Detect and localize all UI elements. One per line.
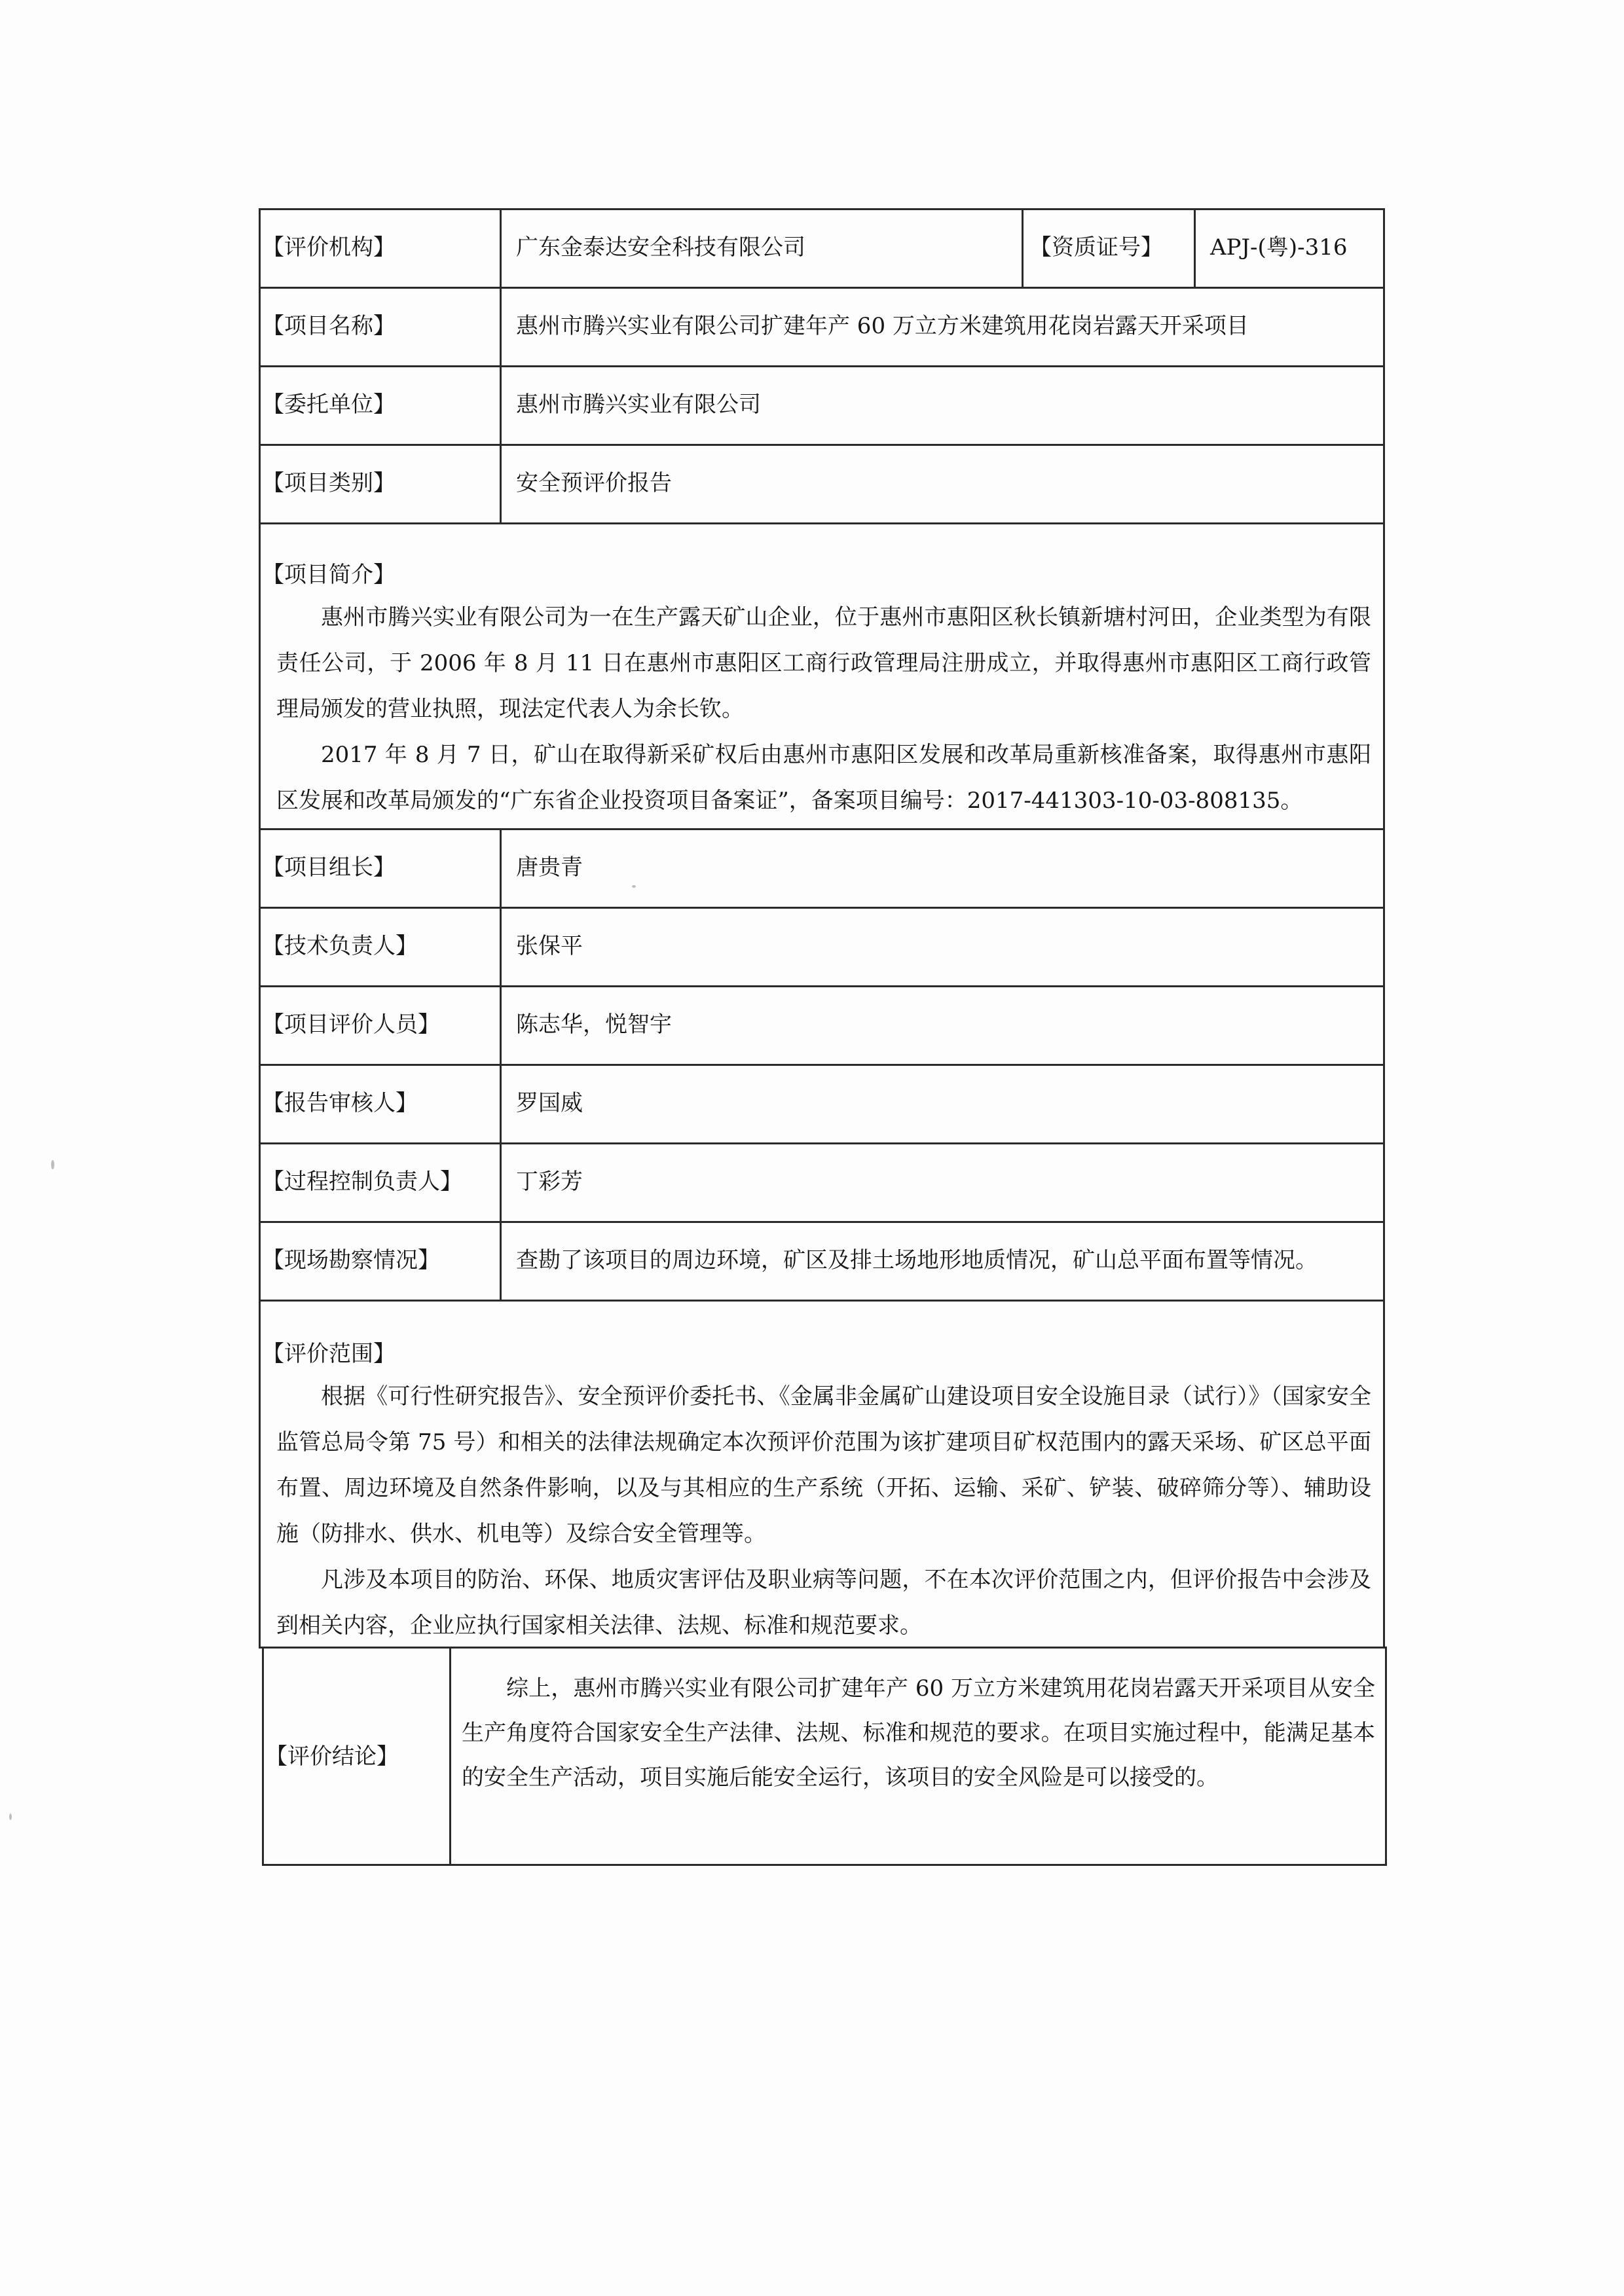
reviewer-label: 【报告审核人】 xyxy=(262,1090,418,1116)
conclusion-label: 【评价结论】 xyxy=(265,1743,399,1770)
tech-lead-value: 张保平 xyxy=(516,933,583,959)
column-divider xyxy=(500,828,502,1302)
project-name-label: 【项目名称】 xyxy=(262,313,396,339)
project-type-label: 【项目类别】 xyxy=(262,470,396,496)
reviewer-value: 罗国威 xyxy=(516,1090,583,1116)
scan-speck xyxy=(632,885,636,888)
cert-label: 【资质证号】 xyxy=(1029,234,1163,261)
team-leader-label: 【项目组长】 xyxy=(262,854,396,881)
column-divider xyxy=(449,1647,451,1866)
scope-paragraph: 凡涉及本项目的防治、环保、地质灾害评估及职业病等问题，不在本次评价范围之内，但评价报告中会涉及到相关内容，企业应执行国家相关法律、法规、标准和规范要求。 xyxy=(276,1567,1371,1639)
scan-speck xyxy=(9,1813,12,1820)
evaluators-label: 【项目评价人员】 xyxy=(262,1011,440,1038)
conclusion-text: 综上，惠州市腾兴实业有限公司扩建年产 60 万立方米建筑用花岗岩露天开采项目从安全生产角度符合国家安全生产法律、法规、标准和规范的要求。在项目实施过程中，能满足基本的安全生产活动，项目实施后能安全运行，该项目的安全风险是可以接受的。 xyxy=(462,1675,1375,1791)
scope-title: 【评价范围】 xyxy=(262,1341,396,1367)
row-divider xyxy=(259,522,1385,524)
cert-value: APJ-(粤)-316 xyxy=(1210,234,1348,261)
row-divider xyxy=(259,365,1385,367)
project-name-value: 惠州市腾兴实业有限公司扩建年产 60 万立方米建筑用花岗岩露天开采项目 xyxy=(516,313,1249,339)
column-divider xyxy=(1022,208,1024,289)
client-label: 【委托单位】 xyxy=(262,392,396,418)
intro-paragraph: 2017 年 8 月 7 日，矿山在取得新采矿权后由惠州市惠阳区发展和改革局重新核准备案，取得惠州市惠阳区发展和改革局颁发的“广东省企业投资项目备案证”，备案项目编号：2017-441303-10-03-808135。 xyxy=(276,742,1371,814)
column-divider xyxy=(500,208,502,524)
tech-lead-label: 【技术负责人】 xyxy=(262,933,418,959)
intro-paragraph: 惠州市腾兴实业有限公司为一在生产露天矿山企业，位于惠州市惠阳区秋长镇新塘村河田，企业类型为有限责任公司，于 2006 年 8 月 11 日在惠州市惠阳区工商行政管理局注册成立，并取得惠州市惠阳区工商行政管理局颁发的营业执照，现法定代表人为余长钦。 xyxy=(276,604,1371,722)
project-type-value: 安全预评价报告 xyxy=(516,470,672,496)
row-divider xyxy=(259,828,1385,830)
column-divider xyxy=(1194,208,1196,289)
org-value: 广东金泰达安全科技有限公司 xyxy=(516,234,805,261)
team-leader-value: 唐贵青 xyxy=(516,854,583,881)
process-control-value: 丁彩芳 xyxy=(516,1169,583,1195)
org-label: 【评价机构】 xyxy=(262,234,396,261)
row-divider xyxy=(259,1300,1385,1302)
process-control-label: 【过程控制负责人】 xyxy=(262,1169,462,1195)
site-survey-label: 【现场勘察情况】 xyxy=(262,1247,440,1273)
intro-title: 【项目简介】 xyxy=(262,562,396,588)
intro-body xyxy=(276,594,1371,824)
scan-speck xyxy=(51,1160,54,1169)
scope-paragraph: 根据《可行性研究报告》、安全预评价委托书、《金属非金属矿山建设项目安全设施目录（试行）》（国家安全监管总局令第 75 号）和相关的法律法规确定本次预评价范围为该扩建项目矿权范围内的露天采场、矿区总平面布置、周边环境及自然条件影响，以及与其相应的生产系统（开拓、运输、采矿、铲装、破碎筛分等）、辅助设施（防排水、供水、机电等）及综合安全管理等。 xyxy=(276,1383,1371,1547)
scope-body xyxy=(276,1374,1371,1649)
evaluators-value: 陈志华，悦智宇 xyxy=(516,1011,672,1038)
client-value: 惠州市腾兴实业有限公司 xyxy=(516,392,761,418)
site-survey-value: 查勘了该项目的周边环境，矿区及排土场地形地质情况，矿山总平面布置等情况。 xyxy=(516,1247,1318,1273)
row-divider xyxy=(259,444,1385,446)
row-divider xyxy=(259,907,1385,909)
row-divider xyxy=(259,1064,1385,1066)
